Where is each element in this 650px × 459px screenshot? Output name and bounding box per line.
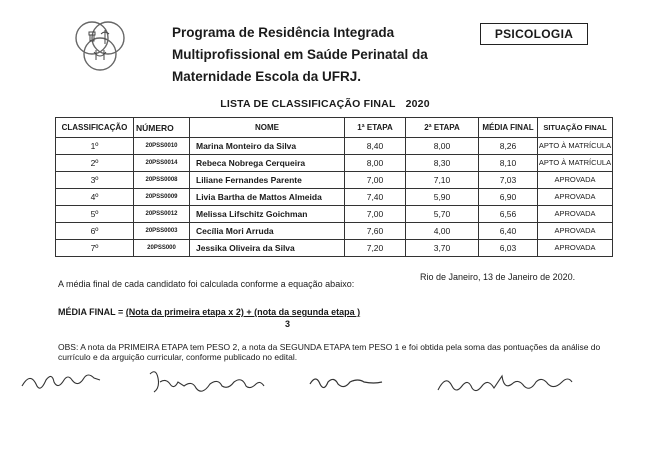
cell-numero: 20PSS0008 xyxy=(134,172,190,189)
col-header-etapa1: 1ª ETAPA xyxy=(345,118,406,138)
cell-nome: Marina Monteiro da Silva xyxy=(190,138,345,155)
col-header-media: MÉDIA FINAL xyxy=(479,118,538,138)
cell-media: 6,56 xyxy=(479,206,538,223)
cell-numero: 20PSS0009 xyxy=(134,189,190,206)
program-title xyxy=(172,22,472,88)
cell-numero: 20PSS0012 xyxy=(134,206,190,223)
table-header-row xyxy=(56,118,613,138)
cell-situacao: APROVADA xyxy=(538,223,613,240)
col-header-etapa2: 2ª ETAPA xyxy=(406,118,479,138)
cell-etapa2: 5,90 xyxy=(406,189,479,206)
cell-etapa2: 3,70 xyxy=(406,240,479,257)
cell-numero: 20PSS0014 xyxy=(134,155,190,172)
cell-etapa2: 8,30 xyxy=(406,155,479,172)
col-header-numero: NÚMERO xyxy=(134,118,190,138)
cell-media: 7,03 xyxy=(479,172,538,189)
cell-etapa1: 8,00 xyxy=(345,155,406,172)
cell-situacao: APROVADA xyxy=(538,206,613,223)
table-row xyxy=(56,240,613,257)
cell-etapa2: 4,00 xyxy=(406,223,479,240)
cell-classificacao: 3º xyxy=(56,172,134,189)
cell-nome: Cecília Mori Arruda xyxy=(190,223,345,240)
col-header-situacao: SITUAÇÃO FINAL xyxy=(538,118,613,138)
signature-1 xyxy=(22,375,100,388)
list-title-year: 2020 xyxy=(405,98,430,110)
table-row xyxy=(56,172,613,189)
cell-etapa1: 7,20 xyxy=(345,240,406,257)
cell-etapa1: 7,00 xyxy=(345,206,406,223)
program-title-line: Programa de Residência Integrada xyxy=(172,25,395,40)
cell-etapa1: 7,60 xyxy=(345,223,406,240)
signature-3 xyxy=(310,379,382,388)
cell-classificacao: 7º xyxy=(56,240,134,257)
cell-media: 6,90 xyxy=(479,189,538,206)
col-header-classificacao: CLASSIFICAÇÃO xyxy=(56,118,134,138)
obs-note: OBS: A nota da PRIMEIRA ETAPA tem PESO 2, a nota da SEGUNDA ETAPA tem PESO 1 e foi obtida pela soma das pontuações da análise do currículo e da arguição curricular, conforme publicado no edital. xyxy=(58,342,601,362)
formula-numerator: (Nota da primeira etapa x 2) + (nota da segunda etapa ) xyxy=(125,307,361,317)
cell-nome: Livia Bartha de Mattos Almeida xyxy=(190,189,345,206)
list-title xyxy=(0,98,650,110)
cell-etapa1: 7,00 xyxy=(345,172,406,189)
list-title-text: LISTA DE CLASSIFICAÇÃO FINAL xyxy=(220,98,396,110)
cell-nome: Jessika Oliveira da Silva xyxy=(190,240,345,257)
cell-nome: Melissa Lifschitz Goichman xyxy=(190,206,345,223)
signature-4 xyxy=(438,376,572,391)
formula xyxy=(58,307,360,317)
cell-media: 8,26 xyxy=(479,138,538,155)
cell-etapa1: 8,40 xyxy=(345,138,406,155)
cell-situacao: APROVADA xyxy=(538,240,613,257)
logo-caption xyxy=(62,74,142,80)
table-row xyxy=(56,223,613,240)
cell-classificacao: 4º xyxy=(56,189,134,206)
cell-etapa2: 8,00 xyxy=(406,138,479,155)
cell-classificacao: 2º xyxy=(56,155,134,172)
cell-etapa1: 7,40 xyxy=(345,189,406,206)
cell-etapa2: 7,10 xyxy=(406,172,479,189)
formula-label: MÉDIA FINAL = xyxy=(58,307,124,317)
date-line: Rio de Janeiro, 13 de Janeiro de 2020. xyxy=(420,272,576,282)
cell-nome: Rebeca Nobrega Cerqueira xyxy=(190,155,345,172)
table-row xyxy=(56,155,613,172)
cell-media: 6,40 xyxy=(479,223,538,240)
cell-situacao: APTO À MATRÍCULA xyxy=(538,138,613,155)
cell-classificacao: 1º xyxy=(56,138,134,155)
signatures xyxy=(0,360,650,410)
equation-intro: A média final de cada candidato foi calculada conforme a equação abaixo: xyxy=(58,279,355,289)
cell-situacao: APROVADA xyxy=(538,189,613,206)
cell-numero: 20PSS0003 xyxy=(134,223,190,240)
program-title-line: Maternidade Escola da UFRJ. xyxy=(172,69,362,84)
col-header-nome: NOME xyxy=(190,118,345,138)
institution-logo xyxy=(70,18,130,74)
area-badge: PSICOLOGIA xyxy=(480,23,588,45)
table-row xyxy=(56,138,613,155)
cell-etapa2: 5,70 xyxy=(406,206,479,223)
cell-situacao: APTO À MATRÍCULA xyxy=(538,155,613,172)
cell-numero: 20PSS000 xyxy=(134,240,190,257)
table-row xyxy=(56,189,613,206)
cell-classificacao: 6º xyxy=(56,223,134,240)
table-row xyxy=(56,206,613,223)
cell-numero: 20PSS0010 xyxy=(134,138,190,155)
signature-2 xyxy=(150,372,264,392)
program-title-line: Multiprofissional em Saúde Perinatal da xyxy=(172,47,428,62)
cell-situacao: APROVADA xyxy=(538,172,613,189)
cell-nome: Liliane Fernandes Parente xyxy=(190,172,345,189)
cell-media: 6,03 xyxy=(479,240,538,257)
cell-classificacao: 5º xyxy=(56,206,134,223)
cell-media: 8,10 xyxy=(479,155,538,172)
classification-table xyxy=(55,117,613,257)
formula-denominator: 3 xyxy=(285,319,291,329)
